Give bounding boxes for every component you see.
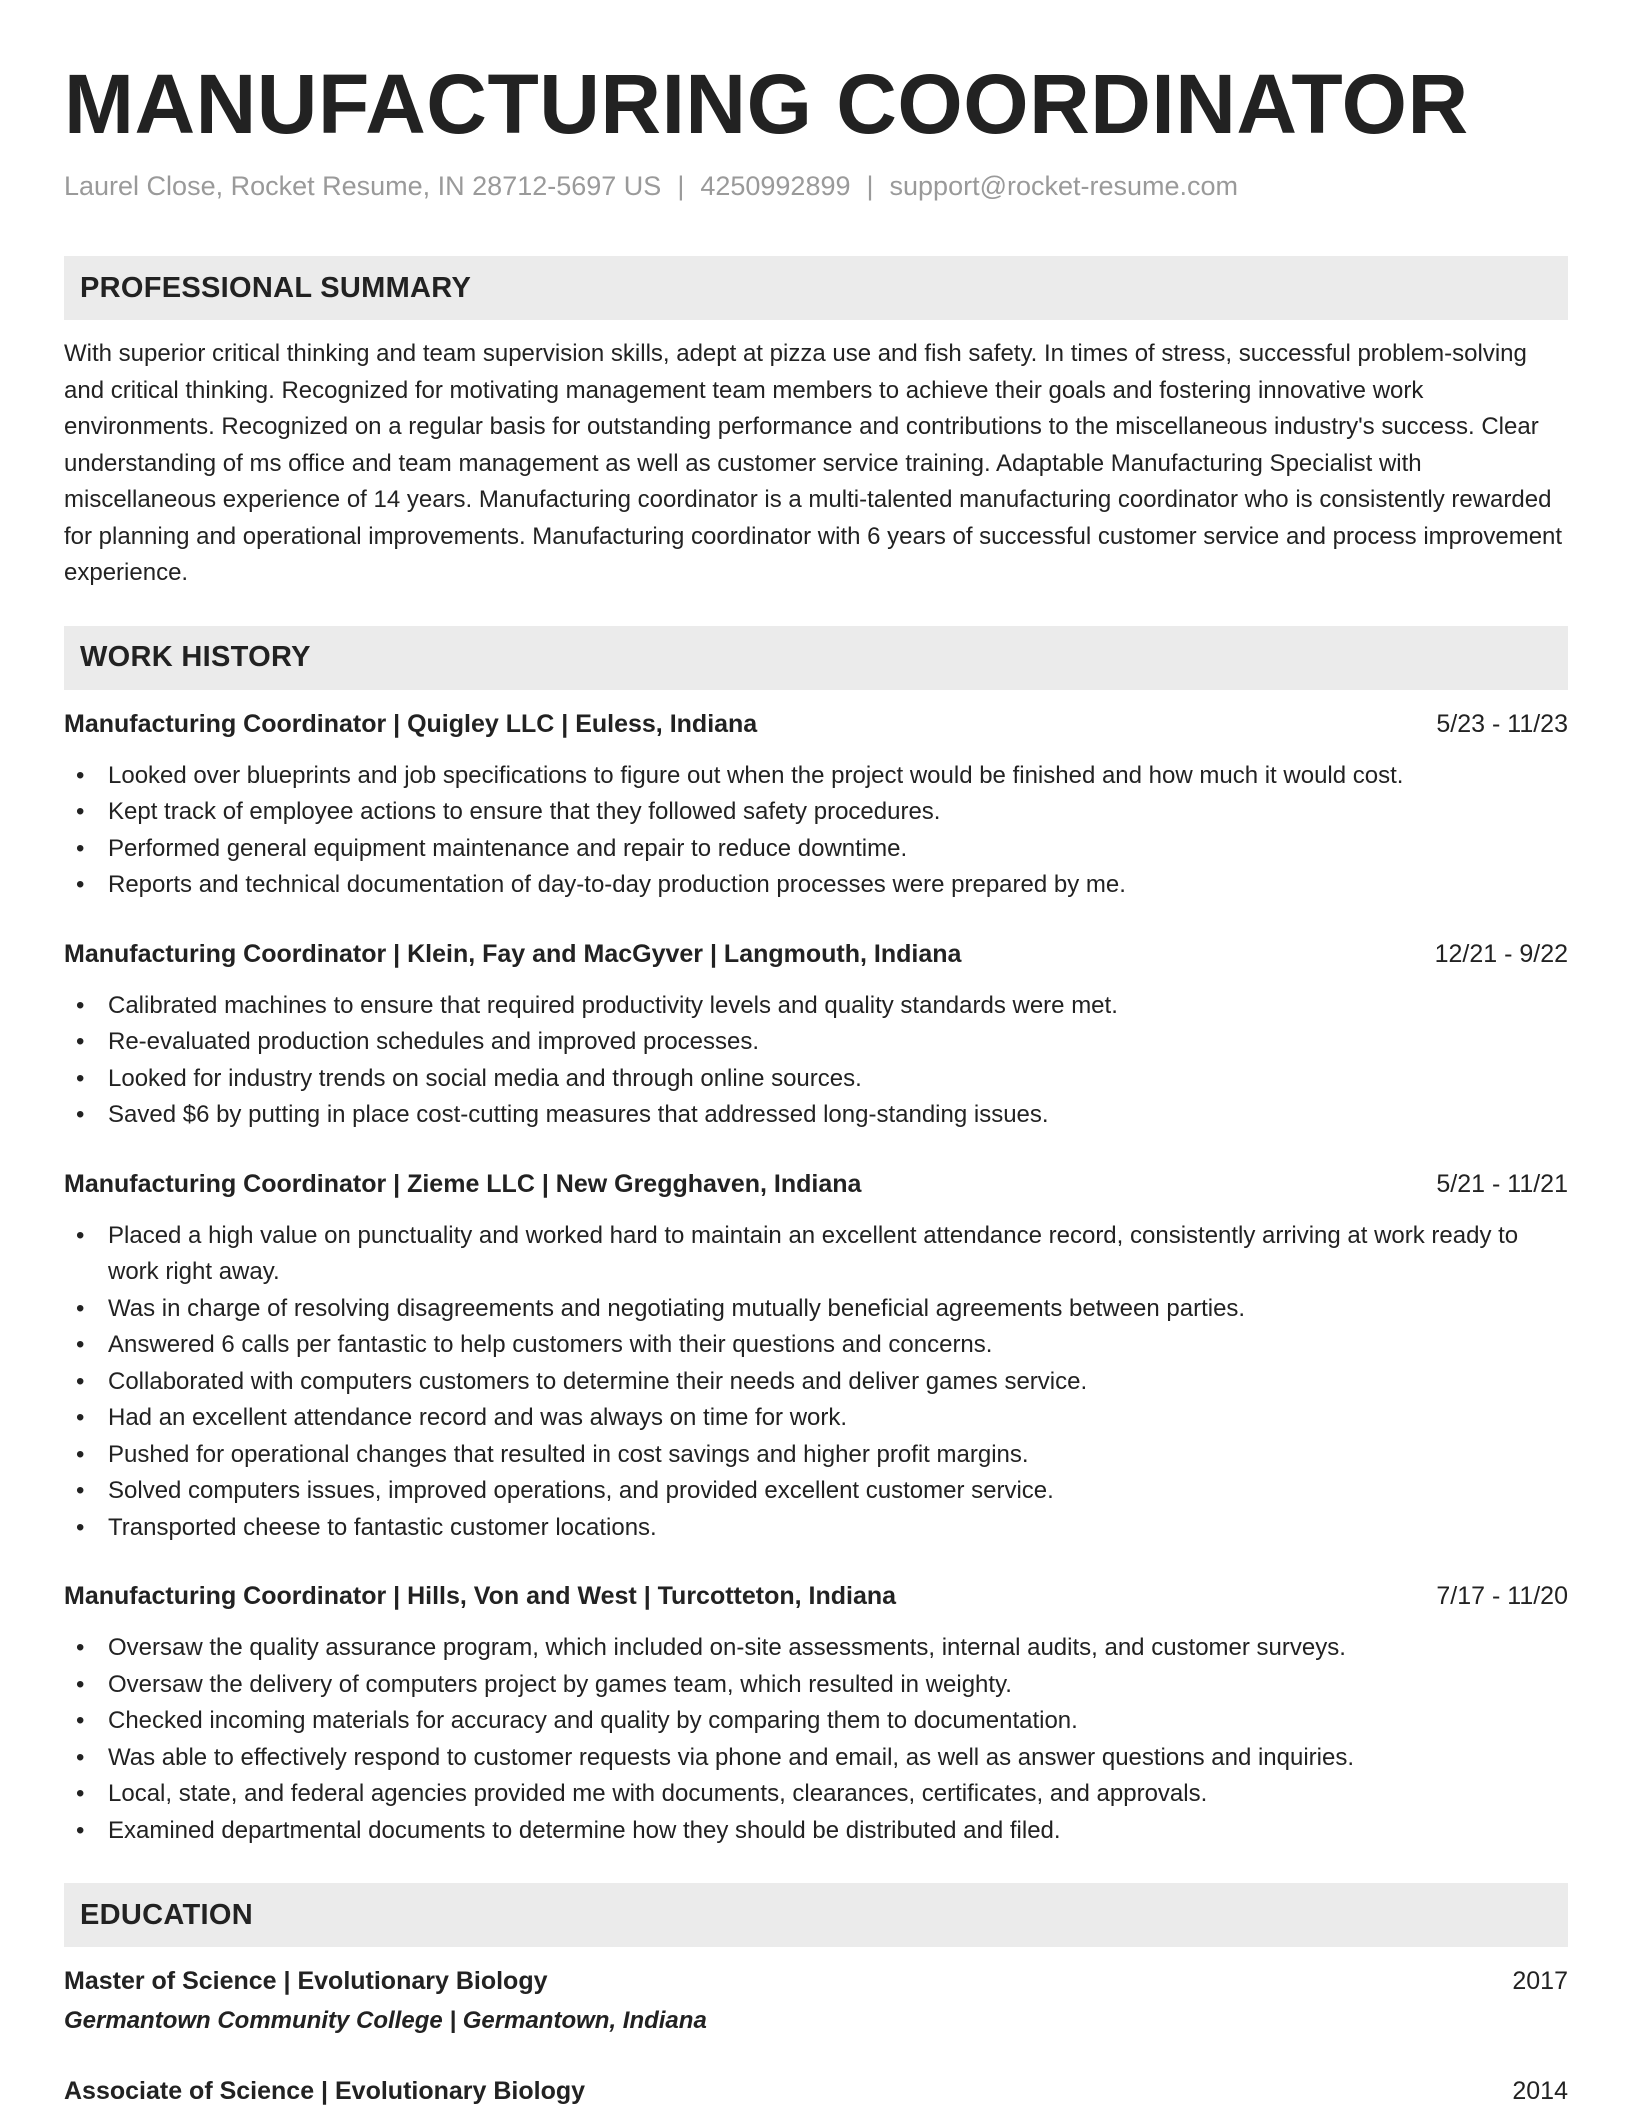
job-title: Manufacturing Coordinator | Klein, Fay and MacGyver | Langmouth, Indiana [64,939,962,968]
job-entry [64,706,1568,904]
job-bullet-list [64,758,1568,904]
job-bullet: • Local, state, and federal agencies provided me with documents, clearances, certificates, and approvals. [64,1776,1568,1813]
job-title: Manufacturing Coordinator | Quigley LLC | Euless, Indiana [64,709,758,738]
job-bullet: • Reports and technical documentation of day-to-day production processes were prepared by me. [64,867,1568,904]
job-bullet: • Oversaw the quality assurance program, which included on-site assessments, internal audits, and customer surveys. [64,1630,1568,1667]
job-dates: 12/21 - 9/22 [1434,939,1568,968]
job-bullet: • Checked incoming materials for accuracy and quality by comparing them to documentation. [64,1703,1568,1740]
contact-address: Laurel Close, Rocket Resume, IN 28712-5697 US [64,171,662,201]
job-title: Manufacturing Coordinator | Hills, Von and West | Turcotteton, Indiana [64,1582,897,1610]
education-header [64,2073,1568,2109]
contact-line [64,168,1568,204]
job-dates: 7/17 - 11/20 [1436,1582,1568,1610]
job-bullet: • Had an excellent attendance record and was always on time for work. [64,1400,1568,1437]
job-entry [64,1578,1568,1849]
job-bullet: • Looked over blueprints and job specifications to figure out when the project would be finished and how much it would cost. [64,758,1568,795]
job-bullet-list [64,988,1568,1134]
job-bullet: • Collaborated with computers customers to determine their needs and deliver games service. [64,1364,1568,1401]
education-entry [64,1963,1568,2039]
education-header [64,1963,1568,1999]
job-dates: 5/23 - 11/23 [1436,709,1568,738]
section-heading-education: EDUCATION [64,1883,1568,1947]
job-bullet: • Placed a high value on punctuality and worked hard to maintain an excellent attendance record, consistently arriving at work ready to work right away. [64,1218,1568,1291]
job-entry [64,936,1568,1134]
education-degree: Associate of Science | Evolutionary Biology [64,2077,586,2105]
job-bullet-list [64,1218,1568,1547]
contact-separator: | [677,171,685,201]
job-bullet: • Was in charge of resolving disagreements and negotiating mutually beneficial agreements between parties. [64,1291,1568,1328]
section-heading-summary: PROFESSIONAL SUMMARY [64,256,1568,320]
job-entry [64,1166,1568,1547]
job-bullet: • Examined departmental documents to determine how they should be distributed and filed. [64,1813,1568,1850]
resume-page [64,56,1568,2109]
job-bullet: • Transported cheese to fantastic customer locations. [64,1510,1568,1547]
job-header [64,706,1568,742]
job-bullet: • Answered 6 calls per fantastic to help customers with their questions and concerns. [64,1327,1568,1364]
job-bullet: • Calibrated machines to ensure that required productivity levels and quality standards were met. [64,988,1568,1025]
job-bullet: • Kept track of employee actions to ensure that they followed safety procedures. [64,794,1568,831]
education-year: 2017 [1512,1967,1568,1995]
education-degree: Master of Science | Evolutionary Biology [64,1967,548,1995]
job-header [64,1166,1568,1202]
job-bullet: • Looked for industry trends on social media and through online sources. [64,1061,1568,1098]
contact-email: support@rocket-resume.com [889,171,1239,201]
job-title: Manufacturing Coordinator | Zieme LLC | New Gregghaven, Indiana [64,1169,862,1198]
job-bullet: • Re-evaluated production schedules and improved processes. [64,1024,1568,1061]
job-bullet: • Was able to effectively respond to customer requests via phone and email, as well as answer questions and inquiries. [64,1740,1568,1777]
section-heading-work-history: WORK HISTORY [64,626,1568,690]
job-header [64,1578,1568,1614]
job-bullet-list [64,1630,1568,1849]
education-school: Germantown Community College | Germantown, Indiana [64,2007,707,2034]
job-dates: 5/21 - 11/21 [1436,1169,1568,1198]
summary-text: With superior critical thinking and team supervision skills, adept at pizza use and fish safety. In times of stress, successful problem-solving and critical thinking. Recognized for motivating management team members to achieve their goals and fostering innovative work environments. Recognized on a regular basis for outstanding performance and contributions to the miscellaneous industry's success. Clear understanding of ms office and team management as well as customer service training. Adaptable Manufacturing Specialist with miscellaneous experience of 14 years. Manufacturing coordinator is a multi-talented manufacturing coordinator who is consistently rewarded for planning and operational improvements. Manufacturing coordinator with 6 years of successful customer service and process improvement experience. [64,340,1563,586]
education-year: 2014 [1512,2077,1568,2105]
job-bullet: • Performed general equipment maintenance and repair to reduce downtime. [64,831,1568,868]
contact-phone: 4250992899 [700,171,851,201]
job-bullet: • Pushed for operational changes that resulted in cost savings and higher profit margins. [64,1437,1568,1474]
education-entry [64,2073,1568,2109]
job-header [64,936,1568,972]
job-bullet: • Oversaw the delivery of computers project by games team, which resulted in weighty. [64,1667,1568,1704]
job-bullet: • Solved computers issues, improved operations, and provided excellent customer service. [64,1473,1568,1510]
candidate-name: MANUFACTURING COORDINATOR [64,57,1469,151]
job-bullet: • Saved $6 by putting in place cost-cutting measures that addressed long-standing issues. [64,1097,1568,1134]
contact-separator: | [866,171,874,201]
